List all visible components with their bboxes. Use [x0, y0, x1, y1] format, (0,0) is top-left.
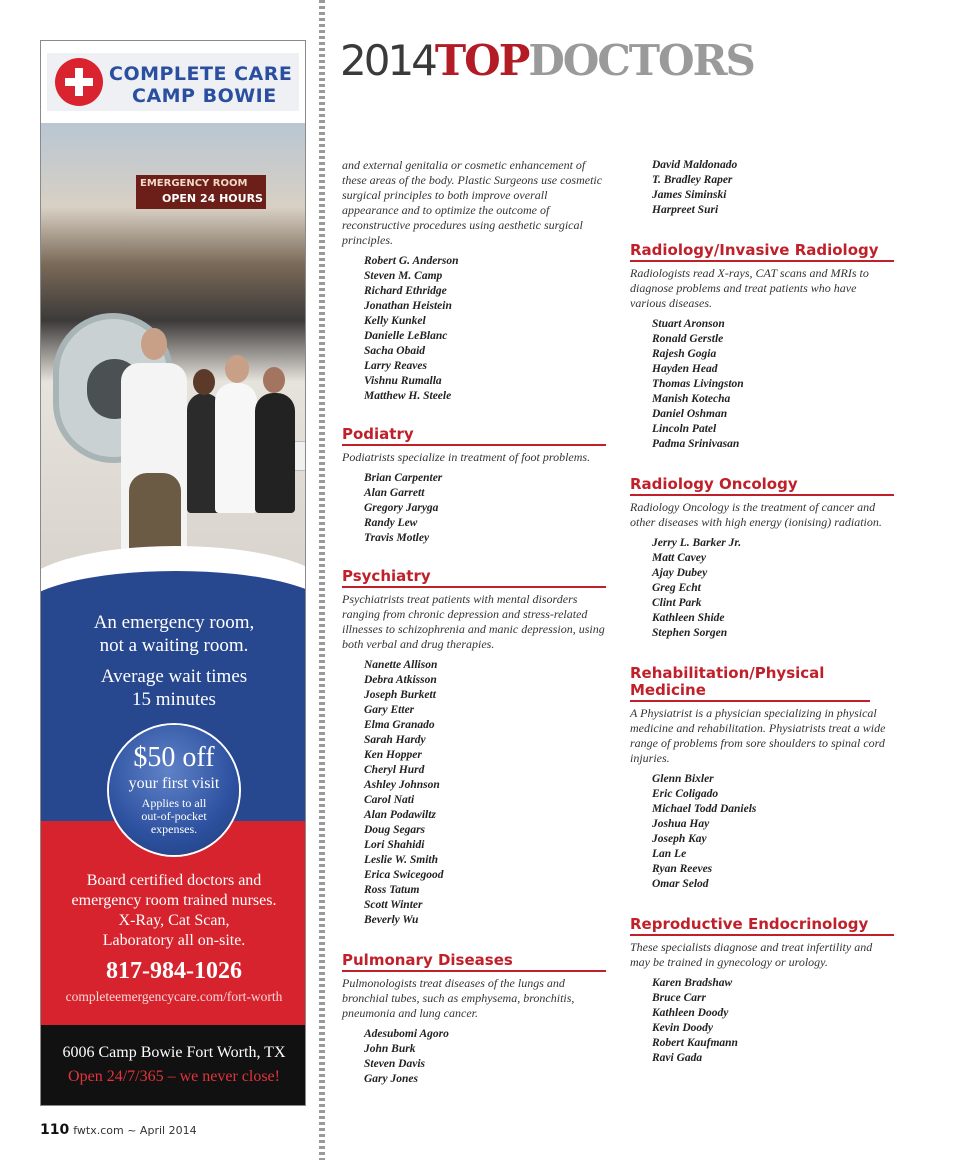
doctor-name: Padma Srinivasan [652, 438, 740, 450]
doctor-name: Stuart Aronson [652, 318, 725, 330]
doctor-name: Omar Selod [652, 878, 709, 890]
doctor-name: Robert G. Anderson [364, 255, 459, 267]
doctor-name: Steven Davis [364, 1058, 426, 1070]
ad-url: completeemergencycare.com/fort-worth [65, 989, 283, 1004]
doctor-name: Joseph Burkett [364, 689, 436, 701]
services-line-2: emergency room trained nurses. [71, 892, 277, 909]
ad-wait-times [41, 665, 306, 711]
doctor-name: Larry Reaves [364, 360, 427, 372]
doctor-name: Stephen Sorgen [652, 627, 728, 639]
doctor-name: Gary Etter [364, 704, 415, 716]
doctor-name: Joseph Kay [652, 833, 707, 845]
doctor-name: Leslie W. Smith [364, 854, 439, 866]
doctor-name: James Siminski [652, 189, 727, 201]
doctor-name: Travis Motley [364, 532, 430, 544]
doctor-name: Manish Kotecha [652, 393, 731, 405]
advertisement [40, 40, 306, 1106]
article-column-2 [630, 158, 894, 1066]
doctor-name: Randy Lew [364, 517, 418, 529]
logo-line-2: CAMP BOWIE [132, 85, 277, 107]
doctor-name: Ken Hopper [364, 749, 422, 761]
doctor-name: Ross Tatum [364, 884, 420, 896]
pulmonary-description: Pulmonologists treat diseases of the lungs and bronchial tubes, such as emphysema, bronchitis, pneumonia and lung cancer. [342, 976, 575, 1020]
plastic-surgery-list-continued [630, 158, 894, 218]
doctor-name: Ravi Gada [652, 1052, 703, 1064]
doctor-head [141, 328, 167, 360]
reproductive-description: These specialists diagnose and treat infertility and may be trained in gynecology or urology. [630, 940, 873, 969]
doctor-name: Lan Le [652, 848, 687, 860]
doctor-name: Alan Garrett [364, 487, 425, 499]
doctor-name: Gregory Jaryga [364, 502, 439, 514]
ad-services [41, 871, 306, 951]
ad-photo [41, 123, 306, 593]
page-footer [40, 1122, 197, 1138]
plastic-surgery-list [342, 254, 606, 404]
doctor-name: Carol Nati [364, 794, 415, 806]
badge-small-1: Applies to all [141, 796, 207, 810]
podiatry-description: Podiatrists specialize in treatment of foot problems. [342, 450, 591, 464]
doctor-name: Alan Podawiltz [364, 809, 436, 821]
badge-fineprint [109, 797, 239, 836]
doctor-name: Karen Bradshaw [652, 977, 733, 989]
page-number: 110 [40, 1122, 70, 1138]
doctor-name: Kevin Doody [652, 1022, 714, 1034]
staff-head-1 [193, 369, 215, 395]
section-heading-pulmonary: Pulmonary Diseases [342, 952, 606, 972]
staff-head-2 [225, 355, 249, 383]
logo-line-1: COMPLETE CARE [109, 63, 293, 85]
section-heading-radiology-oncology: Radiology Oncology [630, 476, 894, 496]
doctor-name: Brian Carpenter [364, 472, 443, 484]
section-heading-podiatry: Podiatry [342, 426, 606, 446]
doctor-name: Debra Atkisson [364, 674, 437, 686]
complete-care-logo [47, 53, 299, 111]
doctor-name: Adesubomi Agoro [364, 1028, 449, 1040]
doctor-name: Danielle LeBlanc [364, 330, 448, 342]
doctor-name: Steven M. Camp [364, 270, 443, 282]
doctor-name: Glenn Bixler [652, 773, 714, 785]
doctor-name: Cheryl Hurd [364, 764, 425, 776]
services-line-3: X-Ray, Cat Scan, [118, 912, 230, 929]
doctor-name: Hayden Head [652, 363, 718, 375]
badge-amount: $50 off [133, 742, 215, 773]
section-heading-radiology: Radiology/Invasive Radiology [630, 242, 894, 262]
doctor-name: Thomas Livingston [652, 378, 744, 390]
services-line-1: Board certified doctors and [86, 872, 262, 889]
section-heading-reproductive: Reproductive Endocrinology [630, 916, 894, 936]
badge-small-2: out-of-pocket [141, 809, 207, 823]
discount-badge [109, 725, 239, 855]
doctor-name: Clint Park [652, 597, 702, 609]
pulmonary-list [342, 1027, 606, 1087]
rehabilitation-description: A Physiatrist is a physician specializing in physical medicine and rehabilitation. Physiatrists treat a wide range of problems from sore shoulders to spinal cord injuries. [630, 706, 886, 765]
doctor-name: Michael Todd Daniels [652, 803, 757, 815]
footer-text: fwtx.com ~ April 2014 [73, 1124, 197, 1137]
rehabilitation-list [630, 772, 894, 892]
wait-line-1: Average wait times [100, 666, 248, 687]
title-year: 2014 [340, 36, 435, 85]
doctor-name: Richard Ethridge [364, 285, 447, 297]
doctor-name: Gary Jones [364, 1073, 418, 1085]
doctor-name: Joshua Hay [652, 818, 710, 830]
sign-line-1: EMERGENCY ROOM [140, 178, 248, 189]
psychiatry-description: Psychiatrists treat patients with mental disorders ranging from chronic depression and stress-related illnesses to schizophrenia and manic depression, using both verbal and drug therapies. [342, 592, 605, 651]
doctor-name: Sarah Hardy [364, 734, 426, 746]
medical-cross-icon [55, 58, 103, 106]
staff-figure-3 [255, 393, 295, 513]
section-heading-psychiatry: Psychiatry [342, 568, 606, 588]
doctor-name: Nanette Allison [364, 659, 438, 671]
doctor-name: Matt Cavey [652, 552, 706, 564]
doctor-name: Sacha Obaid [364, 345, 426, 357]
doctor-name: Ajay Dubey [652, 567, 708, 579]
page-title [340, 38, 754, 84]
reproductive-list [630, 976, 894, 1066]
staff-head-3 [263, 367, 285, 393]
building-sign [136, 175, 266, 209]
doctor-name: Matthew H. Steele [364, 390, 452, 402]
tagline-line-1: An emergency room, [93, 612, 255, 633]
oncology-description: Radiology Oncology is the treatment of cancer and other diseases with high energy (ionising) radiation. [630, 500, 882, 529]
ad-black-panel [41, 1025, 306, 1106]
doctor-name: Erica Swicegood [364, 869, 444, 881]
podiatry-list [342, 471, 606, 546]
doctor-name: Kelly Kunkel [364, 315, 426, 327]
title-top: TOP [434, 36, 529, 85]
article-column-1 [342, 158, 606, 1087]
doctor-name: Ashley Johnson [364, 779, 440, 791]
oncology-list [630, 536, 894, 641]
radiology-list [630, 317, 894, 452]
doctor-name: Lori Shahidi [364, 839, 425, 851]
doctor-name: John Burk [364, 1043, 416, 1055]
ad-open-hours: Open 24/7/365 – we never close! [68, 1068, 280, 1085]
psychiatry-list [342, 658, 606, 928]
tagline-line-2: not a waiting room. [99, 635, 249, 656]
doctor-name: Jonathan Heistein [364, 300, 452, 312]
doctor-name: Kathleen Shide [652, 612, 725, 624]
plastic-surgery-description: and external genitalia or cosmetic enhancement of these areas of the body. Plastic Surgeons use cosmetic surgical principles to both improve overall appearance and to optimize the outcome of reconstructive procedures using aesthetic surgical principles. [342, 158, 603, 247]
doctor-name: Bruce Carr [652, 992, 706, 1004]
doctor-name: Ryan Reeves [652, 863, 713, 875]
doctor-name: Kathleen Doody [652, 1007, 729, 1019]
wait-line-2: 15 minutes [132, 689, 216, 710]
doctor-name: T. Bradley Raper [652, 174, 733, 186]
services-line-4: Laboratory all on-site. [102, 932, 246, 949]
doctor-name: Rajesh Gogia [652, 348, 717, 360]
sign-line-2: OPEN 24 HOURS [162, 192, 263, 205]
doctor-name: Eric Coligado [652, 788, 719, 800]
section-heading-rehabilitation: Rehabilitation/Physical Medicine [630, 665, 870, 702]
doctor-name: Doug Segars [364, 824, 426, 836]
doctor-name: Jerry L. Barker Jr. [652, 537, 742, 549]
ad-tagline [41, 611, 306, 657]
doctor-name: Robert Kaufmann [652, 1037, 738, 1049]
badge-small-3: expenses. [150, 822, 198, 836]
page-divider [319, 0, 325, 1160]
doctor-name: Ronald Gerstle [652, 333, 724, 345]
radiology-description: Radiologists read X-rays, CAT scans and MRIs to diagnose problems and treat patients who have various diseases. [630, 266, 869, 310]
staff-figure-2 [215, 383, 257, 513]
doctor-name: Vishnu Rumalla [364, 375, 442, 387]
doctor-name: Harpreet Suri [652, 204, 719, 216]
badge-line: your first visit [128, 775, 220, 792]
doctor-name: Elma Granado [364, 719, 435, 731]
doctor-name: Daniel Oshman [652, 408, 728, 420]
ad-address: 6006 Camp Bowie Fort Worth, TX [62, 1044, 286, 1061]
doctor-name: Greg Echt [652, 582, 701, 594]
doctor-name: Beverly Wu [364, 914, 419, 926]
doctor-name: Lincoln Patel [652, 423, 717, 435]
ad-phone: 817-984-1026 [106, 958, 242, 984]
doctor-name: Scott Winter [364, 899, 423, 911]
doctor-name: David Maldonado [652, 159, 738, 171]
title-doctors: DOCTORS [528, 36, 754, 85]
